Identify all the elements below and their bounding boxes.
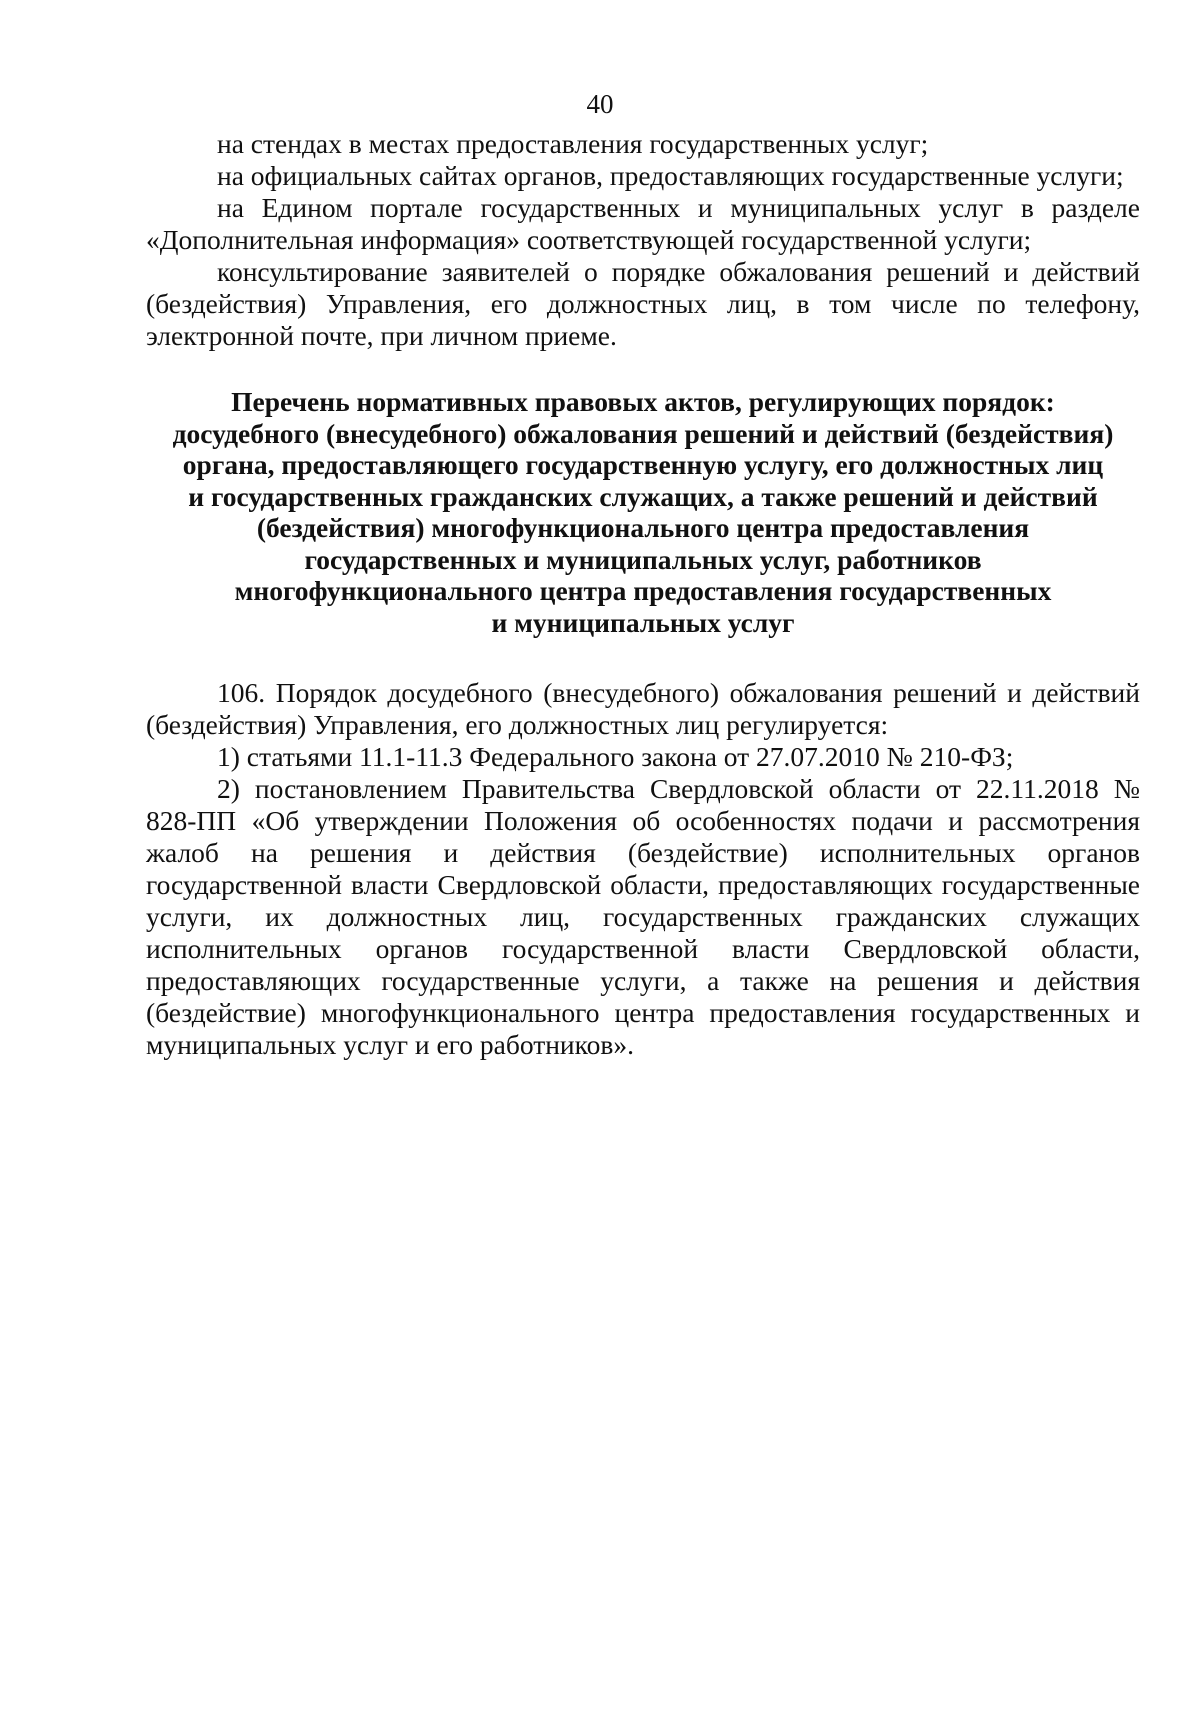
- heading-line: государственных и муниципальных услуг, работников: [304, 543, 982, 575]
- paragraph-106: 106. Порядок досудебного (внесудебного) обжалования решений и действий (бездействия) Управления, его должностных лиц регулируется:: [146, 677, 1140, 740]
- info-channels-section: [146, 128, 1140, 352]
- heading-line: органа, предоставляющего государственную услугу, его должностных лиц: [182, 449, 1104, 480]
- heading-line: (бездействия) многофункционального центра предоставления: [256, 512, 1030, 543]
- heading-line: Перечень нормативных правовых актов, регулирующих порядок:: [231, 386, 1055, 417]
- section-heading: [146, 386, 1140, 638]
- heading-line: досудебного (внесудебного) обжалования решений и действий (бездействия): [172, 417, 1114, 449]
- paragraph-consulting: консультирование заявителей о порядке обжалования решений и действий (бездействия) Управления, его должностных лиц, в том числе по телефону, электронной почте, при личном приеме.: [146, 256, 1140, 351]
- list-item-government-decree: 2) постановлением Правительства Свердловской области от 22.11.2018 № 828-ПП «Об утверждении Положения об особенностях подачи и рассмотрения жалоб на решения и действия (бездействие) исполнительных органов государственной власти Свердловской области, предоставляющих государственные услуги, их должностных лиц, государственных гражданских служащих исполнительных органов государственной власти Свердловской области, предоставляющих государственные услуги, а также на решения и действия (бездействие) многофункционального центра предоставления государственных и муниципальных услуг и его работников».: [146, 773, 1140, 1060]
- heading-line: многофункционального центра предоставления государственных: [234, 575, 1052, 606]
- list-item-federal-law: 1) статьями 11.1-11.3 Федерального закона от 27.07.2010 № 210-ФЗ;: [217, 741, 1014, 772]
- regulations-section: [146, 677, 1140, 1061]
- heading-line: и государственных гражданских служащих, а также решений и действий: [188, 480, 1098, 512]
- paragraph-official-sites: на официальных сайтах органов, предоставляющих государственные услуги;: [217, 160, 1124, 191]
- paragraph-unified-portal: на Едином портале государственных и муниципальных услуг в разделе «Дополнительная информация» соответствующей государственной услуги;: [146, 192, 1140, 255]
- heading-line: и муниципальных услуг: [491, 606, 795, 638]
- paragraph-stands: на стендах в местах предоставления государственных услуг;: [217, 128, 929, 159]
- page-number: 40: [586, 89, 614, 119]
